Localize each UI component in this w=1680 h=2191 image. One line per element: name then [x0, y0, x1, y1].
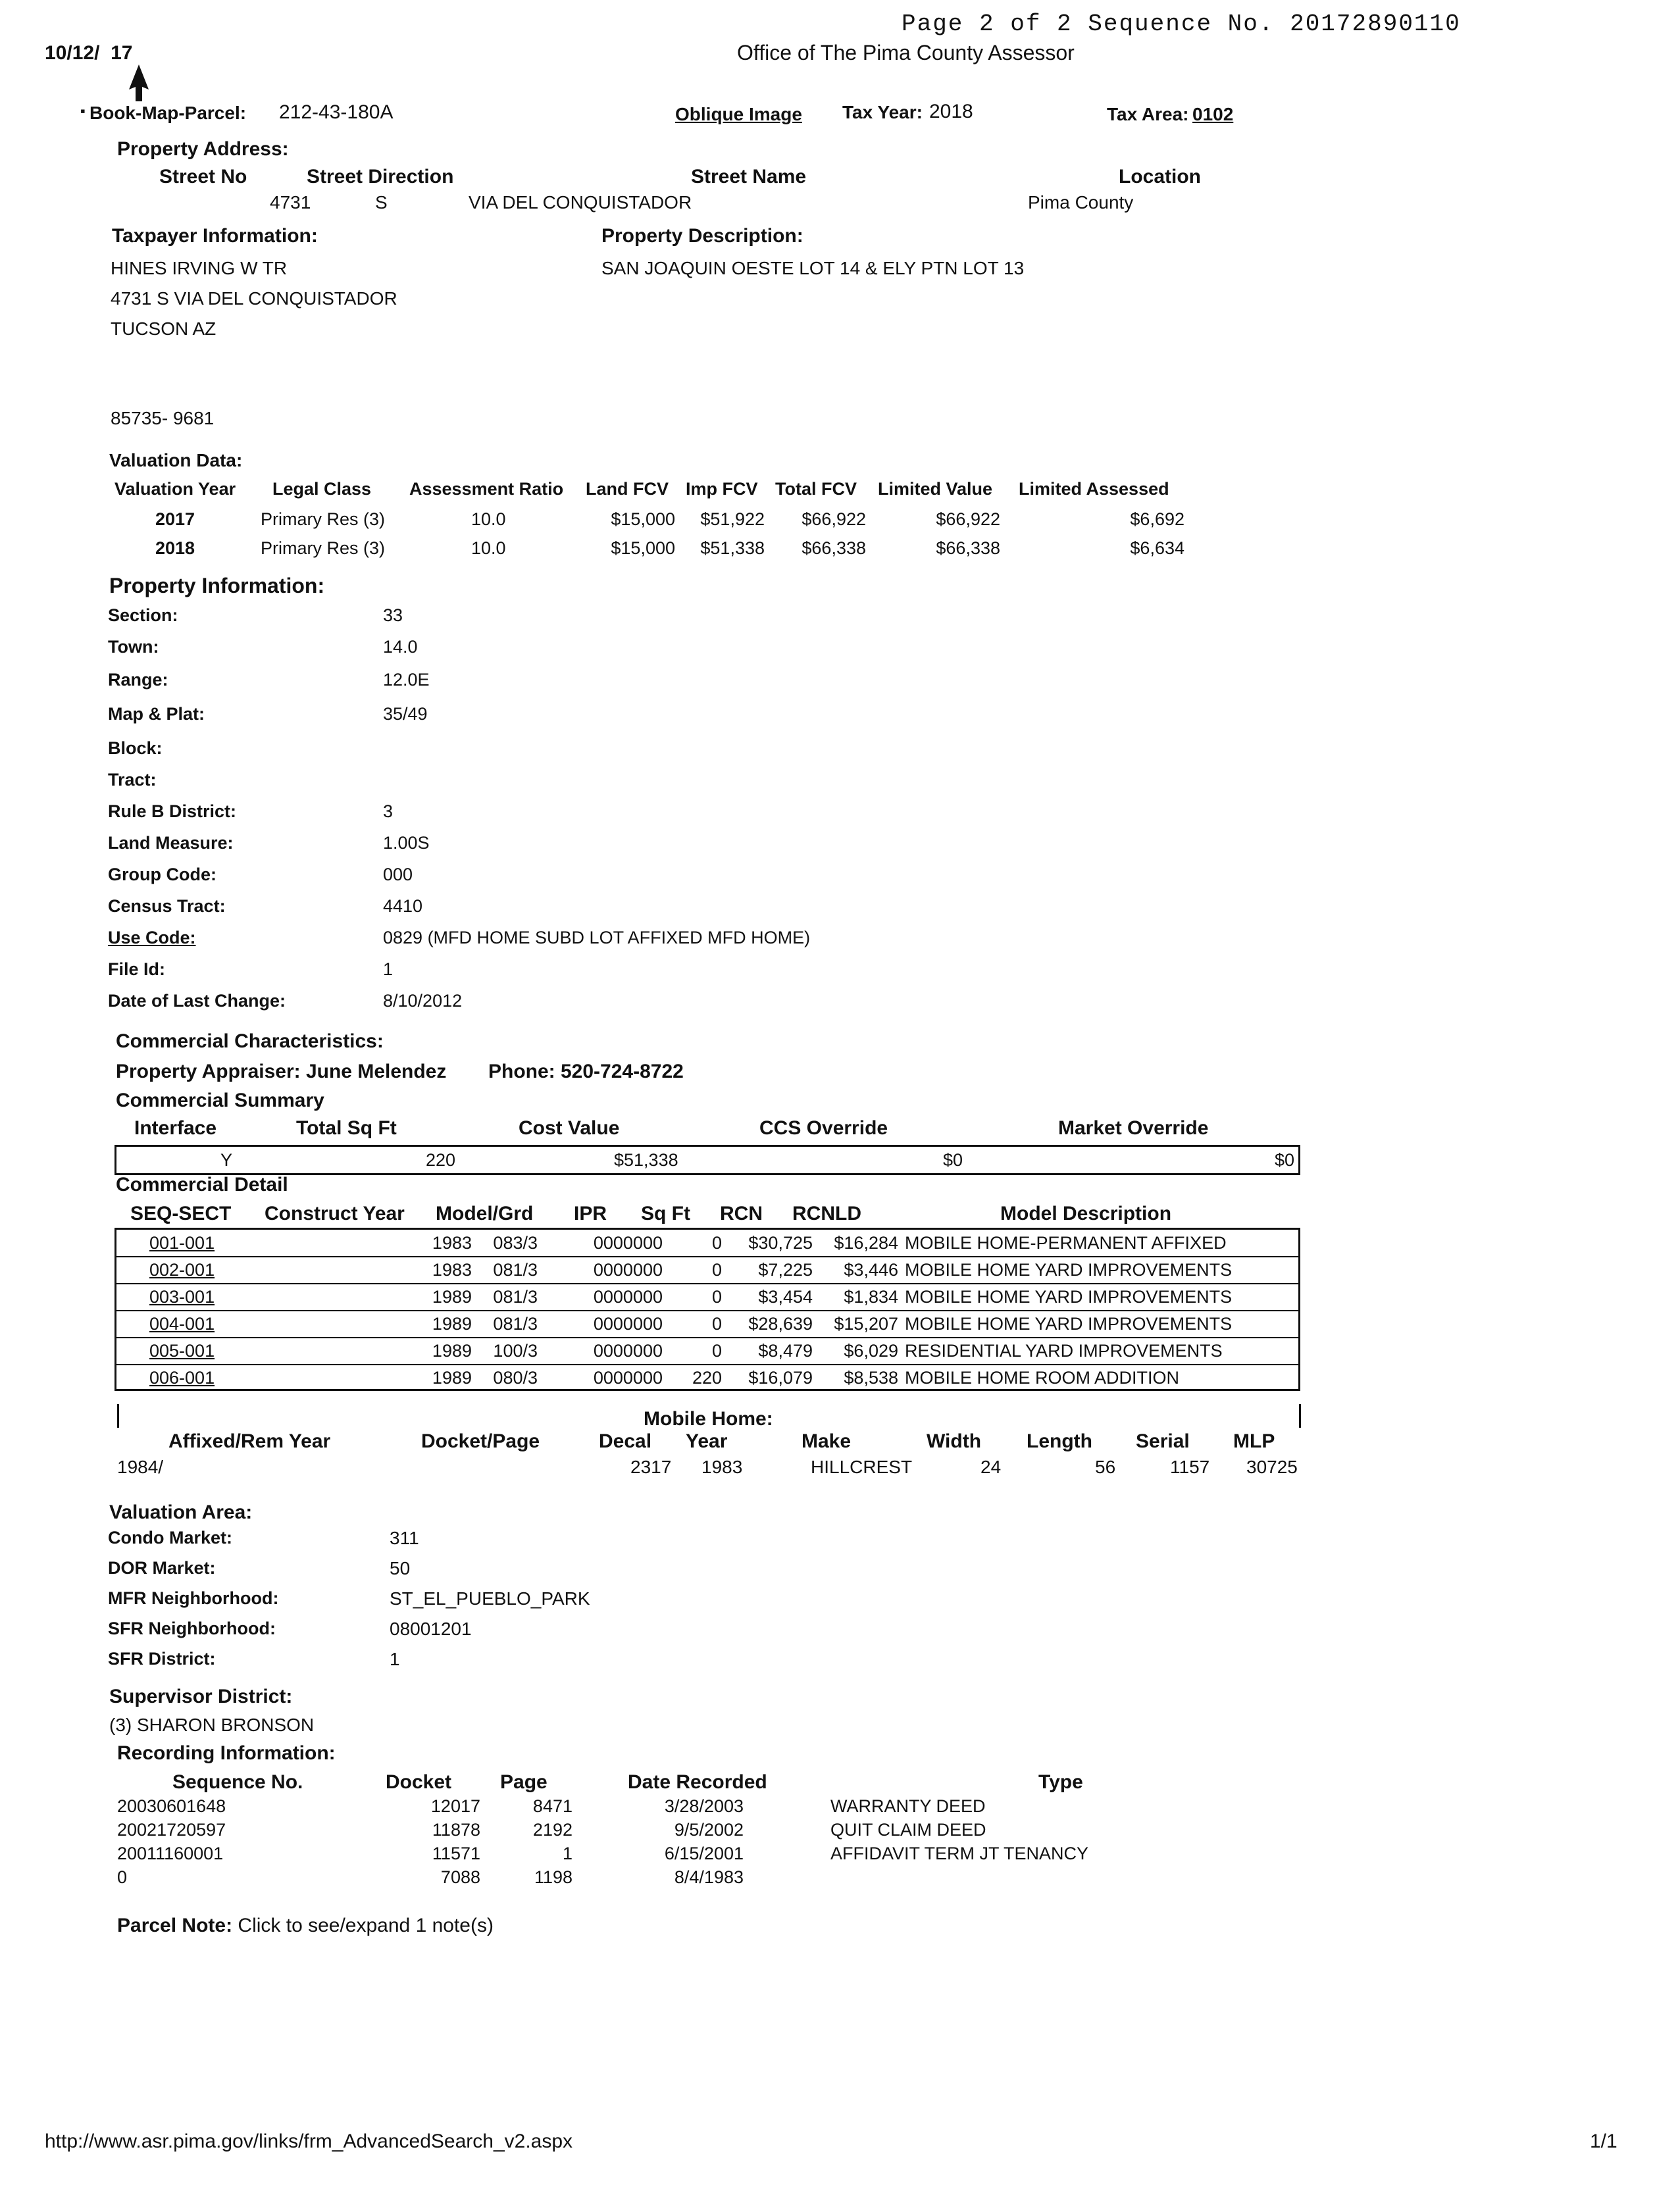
property-info-label: Tract: — [108, 770, 157, 790]
detail-cell: 081/3 — [493, 1260, 538, 1280]
valuation-cell: $6,692 — [1130, 509, 1184, 529]
mobile-header: Docket/Page — [421, 1430, 540, 1452]
valuation-area-label: MFR Neighborhood: — [108, 1588, 279, 1608]
summary-cell: Y — [220, 1150, 233, 1170]
recording-cell: 6/15/2001 — [664, 1844, 744, 1863]
property-info-value: 14.0 — [383, 637, 418, 657]
detail-header: Construct Year — [265, 1203, 405, 1224]
valuation-cell: $15,000 — [611, 509, 675, 529]
mobile-cell: 1984/ — [117, 1457, 164, 1477]
detail-cell: $6,029 — [844, 1341, 898, 1361]
detail-cell: 1989 — [432, 1287, 472, 1307]
mobile-home-heading: Mobile Home: — [644, 1408, 773, 1430]
parcel-note[interactable] — [117, 1915, 494, 1937]
property-info-value: 33 — [383, 605, 403, 625]
detail-header: RCN — [720, 1203, 763, 1224]
valuation-table — [0, 479, 1680, 565]
property-info-label: Block: — [108, 738, 163, 758]
bracket-right — [1299, 1404, 1301, 1428]
property-info-value: 1.00S — [383, 833, 430, 853]
valuation-area-list — [0, 1528, 1680, 1686]
recording-cell: 11878 — [432, 1820, 480, 1840]
summary-header: CCS Override — [759, 1117, 888, 1139]
recording-cell: AFFIDAVIT TERM JT TENANCY — [830, 1844, 1089, 1863]
recording-header: Type — [1038, 1771, 1083, 1793]
detail-header: IPR — [574, 1203, 607, 1224]
commercial-summary-row — [115, 1145, 1300, 1175]
recording-cell: 11571 — [432, 1844, 480, 1863]
detail-cell: $1,834 — [844, 1287, 898, 1307]
recording-cell: 8/4/1983 — [674, 1867, 744, 1887]
detail-cell: 1989 — [432, 1368, 472, 1388]
detail-header: Sq Ft — [641, 1203, 690, 1224]
table-row — [116, 1284, 1298, 1311]
valuation-header: Land FCV — [586, 479, 669, 499]
property-info-value: 4410 — [383, 896, 423, 916]
property-appraiser: Property Appraiser: June Melendez — [116, 1061, 447, 1082]
recording-cell: 7088 — [440, 1867, 480, 1887]
supervisor-district-heading: Supervisor District: — [109, 1686, 293, 1707]
detail-cell: 0000000 — [593, 1233, 663, 1253]
property-information-heading: Property Information: — [109, 574, 325, 597]
commercial-summary-heading: Commercial Summary — [116, 1090, 324, 1111]
property-info-label: Map & Plat: — [108, 704, 205, 724]
recording-cell: 2192 — [532, 1820, 573, 1840]
recording-cell: 9/5/2002 — [674, 1820, 744, 1840]
valuation-area-label: DOR Market: — [108, 1558, 216, 1578]
taxpayer-name: HINES IRVING W TR — [111, 258, 288, 278]
summary-cell: 220 — [426, 1150, 456, 1170]
page-sequence-stamp: Page 2 of 2 Sequence No. 20172890110 — [902, 11, 1461, 38]
street-direction-header: Street Direction — [307, 166, 454, 188]
summary-cell: $0 — [943, 1150, 963, 1170]
street-name-header: Street Name — [691, 166, 807, 188]
detail-header: Model Description — [1000, 1203, 1172, 1224]
property-info-value: 12.0E — [383, 670, 430, 690]
detail-cell: 0000000 — [593, 1260, 663, 1280]
valuation-area-value: 1 — [390, 1649, 400, 1669]
valuation-area-value: 08001201 — [390, 1619, 472, 1639]
valuation-area-value: 50 — [390, 1558, 411, 1578]
property-info-label: Town: — [108, 637, 159, 657]
mobile-cell: HILLCREST — [811, 1457, 913, 1477]
property-description-heading: Property Description: — [601, 225, 803, 247]
valuation-header: Limited Assessed — [1019, 479, 1169, 499]
valuation-header: Valuation Year — [115, 479, 236, 499]
recording-cell: 12017 — [430, 1796, 480, 1816]
recording-cell: 1198 — [534, 1867, 573, 1887]
valuation-cell: 10.0 — [471, 509, 506, 529]
detail-cell: $8,479 — [758, 1341, 813, 1361]
valuation-header: Assessment Ratio — [409, 479, 564, 499]
recording-header: Docket — [386, 1771, 452, 1793]
detail-cell: 1983 — [432, 1260, 472, 1280]
property-info-value: 8/10/2012 — [383, 991, 463, 1011]
property-info-value: 3 — [383, 801, 394, 821]
valuation-area-heading: Valuation Area: — [109, 1501, 253, 1523]
property-info-value: 000 — [383, 865, 413, 884]
property-info-value: 35/49 — [383, 704, 428, 724]
detail-cell: MOBILE HOME-PERMANENT AFFIXED — [905, 1233, 1227, 1253]
recording-cell: 20030601648 — [117, 1796, 226, 1816]
recording-cell: 20011160001 — [117, 1844, 224, 1863]
valuation-area-label: SFR District: — [108, 1649, 216, 1669]
detail-cell: 1989 — [432, 1314, 472, 1334]
detail-cell: $16,079 — [748, 1368, 813, 1388]
detail-cell: MOBILE HOME YARD IMPROVEMENTS — [905, 1260, 1233, 1280]
valuation-cell: $66,922 — [936, 509, 1000, 529]
seq-sect-link[interactable]: 005-001 — [149, 1341, 215, 1361]
property-information-list — [0, 605, 1680, 1026]
street-direction-value: S — [375, 192, 388, 213]
detail-header: Model/Grd — [436, 1203, 534, 1224]
property-address-heading: Property Address: — [117, 138, 289, 160]
valuation-cell: $51,338 — [700, 538, 765, 558]
detail-cell: $30,725 — [748, 1233, 813, 1253]
mobile-header: Width — [927, 1430, 982, 1452]
mobile-header: Length — [1027, 1430, 1092, 1452]
mobile-header: Year — [686, 1430, 728, 1452]
tax-area-label: Tax Area: — [1107, 104, 1189, 124]
recording-cell: 0 — [117, 1867, 128, 1887]
commercial-detail-heading: Commercial Detail — [116, 1174, 288, 1196]
taxpayer-info-heading: Taxpayer Information: — [112, 225, 318, 247]
detail-cell: $7,225 — [758, 1260, 813, 1280]
recording-header: Sequence No. — [172, 1771, 303, 1793]
mobile-header: Serial — [1136, 1430, 1190, 1452]
arrow-cursor-icon — [126, 63, 151, 104]
commercial-characteristics-heading: Commercial Characteristics: — [116, 1030, 384, 1052]
bracket-left — [117, 1404, 119, 1428]
valuation-header: Imp FCV — [686, 479, 758, 499]
valuation-cell: $66,338 — [936, 538, 1000, 558]
taxpayer-street: 4731 S VIA DEL CONQUISTADOR — [111, 288, 397, 309]
appraiser-phone: Phone: 520-724-8722 — [488, 1061, 684, 1082]
footer-page-count: 1/1 — [1590, 2130, 1617, 2152]
seq-sect-link[interactable]: 003-001 — [149, 1287, 215, 1307]
valuation-cell: $66,922 — [802, 509, 866, 529]
seq-sect-link[interactable]: 004-001 — [149, 1314, 215, 1334]
recording-cell: 20021720597 — [117, 1820, 226, 1840]
detail-cell: MOBILE HOME ROOM ADDITION — [905, 1368, 1180, 1388]
recording-header: Date Recorded — [628, 1771, 767, 1793]
parcel-note-label: Parcel Note: — [117, 1915, 233, 1936]
table-row — [116, 1365, 1298, 1391]
taxpayer-city: TUCSON AZ — [111, 318, 216, 339]
valuation-cell: Primary Res (3) — [261, 509, 386, 529]
detail-cell: RESIDENTIAL YARD IMPROVEMENTS — [905, 1341, 1223, 1361]
summary-cell: $0 — [1274, 1150, 1294, 1170]
detail-cell: 100/3 — [493, 1341, 538, 1361]
detail-cell: $3,446 — [844, 1260, 898, 1280]
table-row — [116, 1338, 1298, 1365]
detail-header: SEQ-SECT — [130, 1203, 232, 1224]
summary-header: Total Sq Ft — [296, 1117, 397, 1139]
supervisor-district-value: (3) SHARON BRONSON — [109, 1715, 315, 1735]
location-header: Location — [1119, 166, 1201, 188]
property-info-label: Section: — [108, 605, 178, 625]
mobile-cell: 1157 — [1170, 1457, 1210, 1477]
property-info-label: Land Measure: — [108, 833, 234, 853]
footer-url: http://www.asr.pima.gov/links/frm_AdvancedSearch_v2.aspx — [45, 2130, 573, 2152]
print-date: 10/12/ 17 — [45, 42, 133, 64]
recording-cell: WARRANTY DEED — [830, 1796, 986, 1816]
recording-info-heading: Recording Information: — [117, 1742, 336, 1764]
property-description-value: SAN JOAQUIN OESTE LOT 14 & ELY PTN LOT 13 — [601, 258, 1025, 278]
recording-cell: 1 — [562, 1844, 573, 1863]
valuation-data-heading: Valuation Data: — [109, 450, 243, 470]
street-no-header: Street No — [159, 166, 247, 188]
valuation-header: Total FCV — [775, 479, 857, 499]
book-map-parcel-label: Book-Map-Parcel: — [89, 103, 247, 123]
mobile-cell: 1983 — [701, 1457, 743, 1477]
mobile-header: Decal — [599, 1430, 652, 1452]
property-info-label: Census Tract: — [108, 896, 226, 916]
valuation-header: Legal Class — [272, 479, 372, 499]
detail-cell: 080/3 — [493, 1368, 538, 1388]
street-no-value: 4731 — [270, 192, 311, 213]
valuation-cell: $66,338 — [802, 538, 866, 558]
detail-cell: 0000000 — [593, 1368, 663, 1388]
table-row — [116, 1311, 1298, 1338]
detail-cell: 0000000 — [593, 1287, 663, 1307]
mobile-cell: 24 — [980, 1457, 1002, 1477]
detail-cell: $8,538 — [844, 1368, 898, 1388]
valuation-area-label: SFR Neighborhood: — [108, 1619, 276, 1638]
mobile-cell: 30725 — [1246, 1457, 1298, 1477]
detail-cell: 0 — [711, 1260, 722, 1280]
summary-cell: $51,338 — [614, 1150, 678, 1170]
detail-cell: MOBILE HOME YARD IMPROVEMENTS — [905, 1287, 1233, 1307]
mobile-cell: 2317 — [630, 1457, 672, 1477]
commercial-detail-table — [115, 1228, 1300, 1391]
location-value: Pima County — [1028, 192, 1134, 213]
valuation-cell: $6,634 — [1130, 538, 1184, 558]
valuation-cell: $51,922 — [700, 509, 765, 529]
mobile-header: Make — [802, 1430, 852, 1452]
valuation-cell: 2017 — [155, 509, 195, 529]
detail-cell: 0 — [711, 1287, 722, 1307]
recording-cell: QUIT CLAIM DEED — [830, 1820, 986, 1840]
office-title: Office of The Pima County Assessor — [737, 41, 1075, 64]
property-info-label: Range: — [108, 670, 168, 690]
oblique-image-link[interactable]: Oblique Image — [675, 104, 802, 124]
valuation-area-label: Condo Market: — [108, 1528, 232, 1548]
valuation-cell: $15,000 — [611, 538, 675, 558]
mobile-header: MLP — [1233, 1430, 1275, 1452]
summary-header: Market Override — [1058, 1117, 1209, 1139]
detail-cell: $3,454 — [758, 1287, 813, 1307]
property-info-value: 0829 (MFD HOME SUBD LOT AFFIXED MFD HOME) — [383, 928, 811, 947]
property-info-label: Rule B District: — [108, 801, 237, 821]
valuation-cell: Primary Res (3) — [261, 538, 386, 558]
seq-sect-link[interactable]: 001-001 — [149, 1233, 215, 1253]
recording-cell: 3/28/2003 — [664, 1796, 744, 1816]
detail-cell: $28,639 — [748, 1314, 813, 1334]
recording-cell: 8471 — [532, 1796, 573, 1816]
recording-table — [0, 1796, 1680, 1895]
detail-cell: 1983 — [432, 1233, 472, 1253]
book-map-parcel-value: 212-43-180A — [279, 101, 394, 123]
detail-cell: 083/3 — [493, 1233, 538, 1253]
taxpayer-zip: 85735- 9681 — [111, 408, 215, 428]
seq-sect-link[interactable]: 002-001 — [149, 1260, 215, 1280]
detail-cell: $15,207 — [834, 1314, 898, 1334]
detail-cell: 220 — [692, 1368, 722, 1388]
detail-cell: 0000000 — [593, 1341, 663, 1361]
valuation-cell: 10.0 — [471, 538, 506, 558]
detail-cell: MOBILE HOME YARD IMPROVEMENTS — [905, 1314, 1233, 1334]
property-info-label: File Id: — [108, 959, 165, 979]
detail-cell: 0 — [711, 1233, 722, 1253]
table-row — [116, 1230, 1298, 1257]
street-name-value: VIA DEL CONQUISTADOR — [469, 192, 692, 213]
use-code-link[interactable]: Use Code: — [108, 928, 196, 947]
bullet-marker: ▪ — [80, 103, 86, 119]
recording-header: Page — [500, 1771, 547, 1793]
tax-area-link[interactable]: 0102 — [1192, 104, 1234, 124]
tax-year-label: Tax Year: — [842, 102, 923, 122]
detail-cell: 1989 — [432, 1341, 472, 1361]
detail-cell: 081/3 — [493, 1287, 538, 1307]
property-info-label: Group Code: — [108, 865, 216, 884]
detail-cell: $16,284 — [834, 1233, 898, 1253]
mobile-header: Affixed/Rem Year — [168, 1430, 331, 1452]
mobile-cell: 56 — [1095, 1457, 1116, 1477]
tax-year-value: 2018 — [929, 101, 973, 122]
table-row — [116, 1257, 1298, 1284]
valuation-cell: 2018 — [155, 538, 195, 558]
summary-header: Interface — [134, 1117, 217, 1139]
detail-cell: 0000000 — [593, 1314, 663, 1334]
property-info-label: Date of Last Change: — [108, 991, 286, 1011]
detail-cell: 0 — [711, 1314, 722, 1334]
summary-header: Cost Value — [519, 1117, 620, 1139]
property-info-value: 1 — [383, 959, 394, 979]
valuation-area-value: 311 — [390, 1528, 419, 1548]
valuation-header: Limited Value — [878, 479, 993, 499]
detail-cell: 081/3 — [493, 1314, 538, 1334]
parcel-note-link[interactable]: Click to see/expand 1 note(s) — [238, 1915, 494, 1936]
detail-cell: 0 — [711, 1341, 722, 1361]
valuation-area-value: ST_EL_PUEBLO_PARK — [390, 1588, 590, 1609]
detail-header: RCNLD — [792, 1203, 861, 1224]
seq-sect-link[interactable]: 006-001 — [149, 1368, 215, 1388]
